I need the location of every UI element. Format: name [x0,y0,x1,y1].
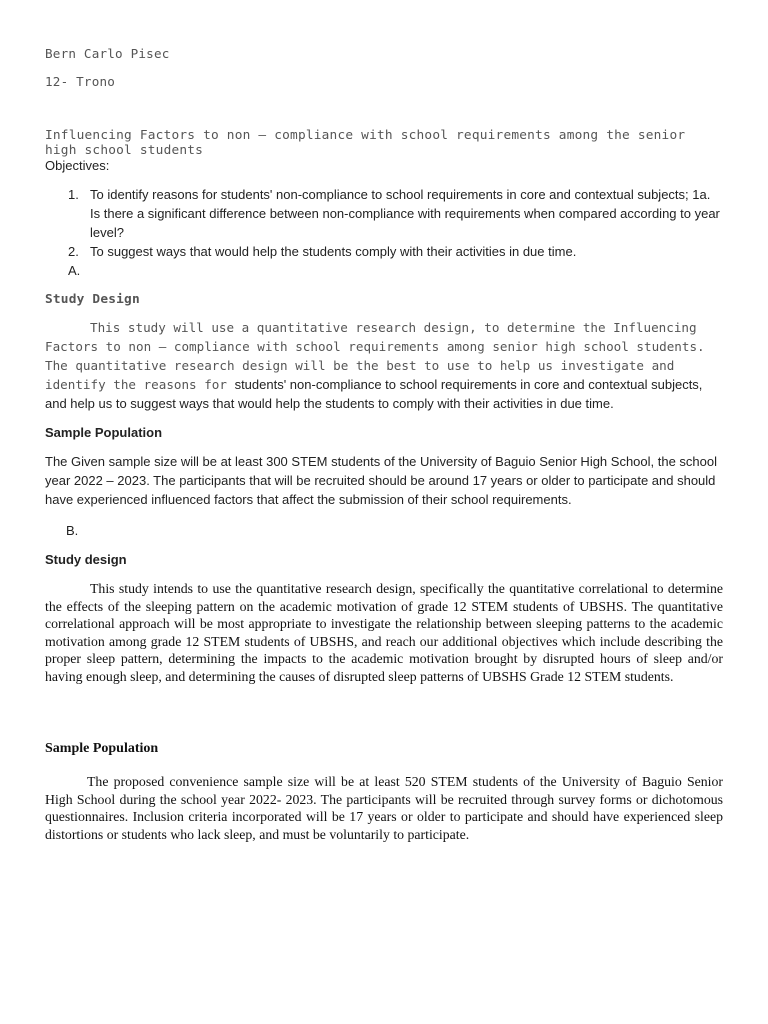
section-marker-b: B. [66,523,79,538]
objective-item [45,261,723,280]
study-design-heading-b: Study design [45,552,127,567]
sample-population-body-a: The Given sample size will be at least 300 STEM students of the University of Baguio Senior High School, the school year 2022 – 2023. The participants that will be recruited should be around 17 years or older to participate and should have experienced influenced factors that affect the submission of their school requirements. [45,454,718,507]
objectives-list [45,185,723,280]
objectives-label: Objectives: [45,158,110,173]
objective-text: To identify reasons for students' non-compliance to school requirements in core and contextual subjects; 1a. Is there a significant difference between non-compliance with requirements when compared according to year level? [90,187,720,240]
author-name: Bern Carlo Pisec [45,46,170,61]
study-design-body-a-part1: This study will use a quantitative research design, to determine the Influencing Factors to non – compliance with school requirements among senior high school students. The quantitative research design will be the best to use to help us investigate and identify the reasons for [45,320,705,392]
sample-population-body-b: The proposed convenience sample size will be at least 520 STEM students of the University of Baguio Senior High School during the school year 2022- 2023. The participants will be recruited through survey forms or dichotomous questionnaires. Inclusion criteria incorporated will be 17 years or older to participate and should have experienced sleep distortions or students who lack sleep, and must be voluntarily to participate. [45,774,723,842]
study-design-body-a-part2: students' non-compliance to school requirements in core and contextual subjects, and help us to suggest ways that would help the students to comply with their activities in due time. [45,377,703,411]
objective-text: To suggest ways that would help the students comply with their activities in due time. [90,244,577,259]
objective-number: 2. [68,244,79,259]
study-design-heading-a: Study Design [45,292,140,307]
objective-number: 1. [68,187,79,202]
objective-item [45,185,723,242]
class-section: 12- Trono [45,74,116,89]
study-design-body-b: This study intends to use the quantitative research design, specifically the quantitative correlational to determine the effects of the sleeping pattern on the academic motivation of grade 12 STEM students of UBSHS. The quantitative correlational approach will be most appropriate to investigate the relationship between sleeping patterns to the academic motivation among grade 12 STEM students of UBSHS, and reach our additional objectives which include describing the proper sleep pattern, determining the impacts to the academic motivation brought by disrupted hours of sleep and/or having enough sleep, and determining the causes of disrupted sleep patterns of UBSHS Grade 12 STEM students. [45,581,723,684]
document-title: Influencing Factors to non – compliance with school requirements among the senior high school students [45,128,686,158]
section-marker-a: A. [68,263,81,278]
study-design-body-a [45,318,723,413]
sample-population-heading-b: Sample Population [45,741,159,756]
objective-text [90,263,94,278]
objective-item [45,242,723,261]
sample-population-heading-a: Sample Population [45,425,163,440]
